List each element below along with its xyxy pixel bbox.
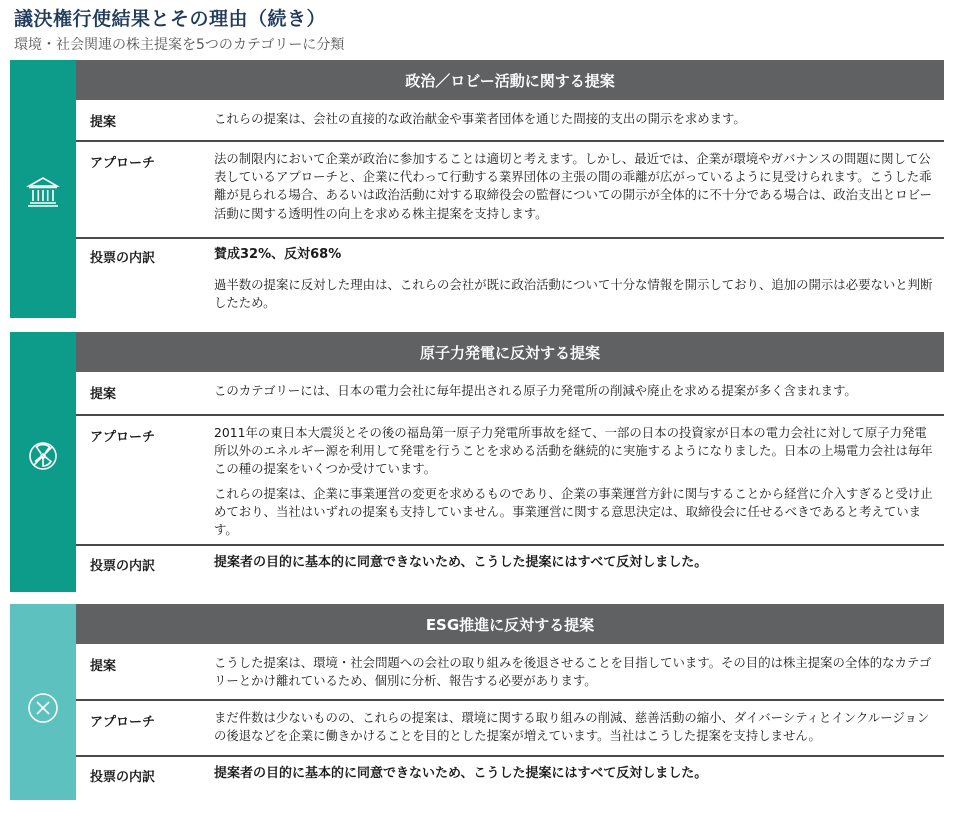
paragraph: これらの提案は、会社の直接的な政治献金や事業者団体を通じた間接的支出の開示を求めます。 [214, 111, 746, 126]
row-text [214, 424, 936, 539]
row-label: アプローチ [90, 430, 156, 445]
section-color-band [10, 60, 76, 318]
paragraph: 過半数の提案に反対した理由は、これらの会社が既に政治活動について十分な情報を開示しており、追加の開示は必要ないと判断したため。 [214, 277, 933, 311]
row-label: 提案 [90, 115, 117, 130]
row-label: 提案 [90, 387, 117, 402]
row-text [214, 382, 936, 400]
paragraph: 2011年の東日本大震災とその後の福島第一原子力発電所事故を経て、一部の日本の投資家が日本の電力会社に対して原子力発電所以外のエネルギー源を利用して発電を行うことを求める活動を継続的に実施するようになりました。日本の上場電力会社は毎年この種の提案をいくつか受けています。 [214, 425, 933, 477]
row-approach [76, 416, 944, 546]
row-text [214, 150, 936, 223]
row-text [214, 654, 936, 690]
section-header: ESG推進に反対する提案 [76, 604, 944, 644]
row-label: 提案 [90, 659, 117, 674]
row-proposal [76, 372, 944, 416]
section-color-band [10, 332, 76, 592]
section-header: 政治／ロビー活動に関する提案 [76, 60, 944, 100]
paragraph: こうした提案は、環境・社会問題への会社の取り組みを後退させることを目指しています。その目的は株主提案の全体的なカテゴリーとかけ離れているため、個別に分析、報告する必要があります。 [214, 655, 932, 689]
row-text [214, 110, 936, 128]
government-building-icon [25, 174, 61, 210]
page-subtitle: 環境・社会関連の株主提案を5つのカテゴリーに分類 [14, 37, 345, 53]
row-text [214, 246, 936, 313]
paragraph: まだ件数は少ないものの、これらの提案は、環境に関する取り組みの削減、慈善活動の縮小、ダイバーシティとインクルージョンの後退などを企業に働きかけることを目的とした提案が増えています。当社はこうした提案を支持しません。 [214, 710, 930, 744]
section-color-band [10, 604, 76, 800]
vote-result: 賛成32%、反対68% [214, 247, 342, 262]
row-text [214, 765, 936, 783]
row-approach [76, 701, 944, 757]
section-header: 原子力発電に反対する提案 [76, 332, 944, 372]
paragraph: 法の制限内において企業が政治に参加することは適切と考えます。しかし、最近では、企業が環境やガバナンスの問題に関して公表しているアプローチと、企業に代わって行動する業界団体の主張の間の乖離が広がっているように見受けられます。こうした乖離が見られる場合、あるいは政治活動に対する取締役会の監督についての開示が全体的に不十分である場合は、政治支出とロビー活動に関する透明性の向上を求める株主提案を支持します。 [214, 151, 932, 221]
section-anti-nuclear [10, 332, 944, 592]
row-vote-breakdown [76, 239, 944, 318]
page-title: 議決権行使結果とその理由（続き） [14, 8, 327, 30]
circle-x-icon [25, 690, 61, 726]
row-vote-breakdown [76, 757, 944, 800]
row-label: 投票の内訳 [90, 559, 156, 574]
vote-result: 提案者の目的に基本的に同意できないため、こうした提案にはすべて反対しました。 [214, 766, 708, 781]
row-vote-breakdown [76, 546, 944, 592]
row-proposal [76, 644, 944, 701]
paragraph: これらの提案は、企業に事業運営の変更を求めるものであり、企業の事業運営方針に関与することから経営に介入すぎると受け止めており、当社はいずれの提案も支持していません。事業運営に関する意思決定は、取締役会に任せるべきであると考えています。 [214, 485, 933, 538]
row-label: 投票の内訳 [90, 770, 156, 785]
paragraph: このカテゴリーには、日本の電力会社に毎年提出される原子力発電所の削減や廃止を求める提案が多く含まれます。 [214, 383, 857, 398]
row-label: アプローチ [90, 156, 156, 171]
row-label: 投票の内訳 [90, 251, 156, 266]
no-nuclear-icon [25, 438, 61, 474]
row-label: アプローチ [90, 715, 156, 730]
row-proposal [76, 100, 944, 142]
row-text [214, 709, 936, 745]
row-text [214, 554, 936, 572]
row-approach [76, 142, 944, 239]
section-anti-esg [10, 604, 944, 800]
section-political-lobbying [10, 60, 944, 318]
vote-result: 提案者の目的に基本的に同意できないため、こうした提案にはすべて反対しました。 [214, 555, 708, 570]
